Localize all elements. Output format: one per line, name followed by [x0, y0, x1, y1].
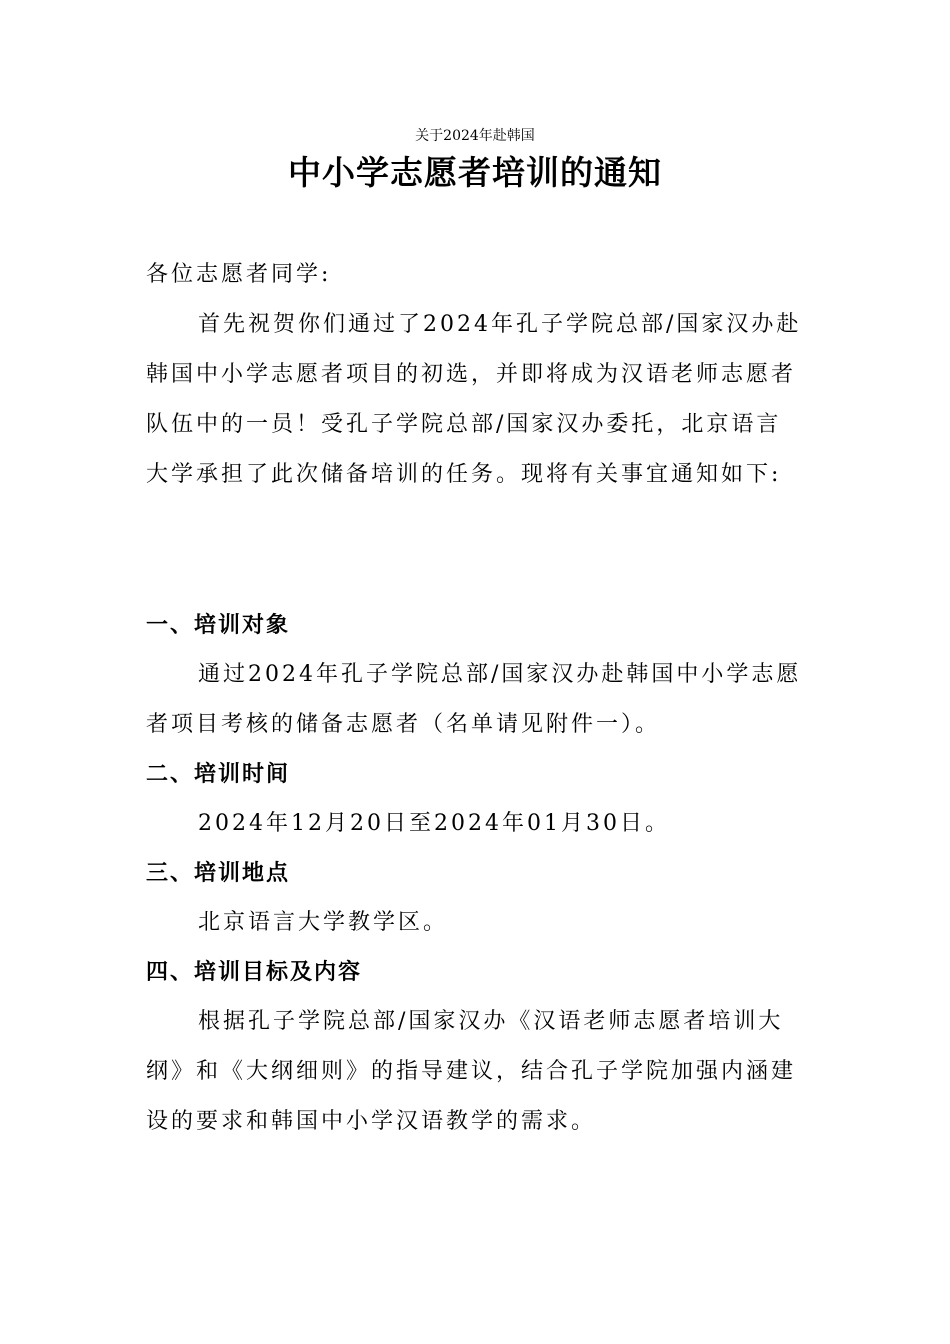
- section-heading-goals: 四、培训目标及内容: [146, 959, 363, 985]
- intro-paragraph: 首先祝贺你们通过了2024年孔子学院总部/国家汉办赴韩国中小学志愿者项目的初选，并即将成为汉语老师志愿者队伍中的一员！受孔子学院总部/国家汉办委托，北京语言大学承担了此次储备培训的任务。现将有关事宜通知如下:: [146, 312, 802, 487]
- section-heading-location: 三、培训地点: [146, 860, 291, 886]
- document-subtitle: 关于2024年赴韩国: [415, 128, 535, 144]
- section-heading-target: 一、培训对象: [146, 612, 291, 638]
- section-content-location: 北京语言大学教学区。: [198, 910, 449, 935]
- section-content-target: 通过2024年孔子学院总部/国家汉办赴韩国中小学志愿者项目考核的储备志愿者（名单请见附件一）。: [146, 662, 802, 737]
- section-heading-time: 二、培训时间: [146, 761, 291, 787]
- greeting: 各位志愿者同学:: [146, 262, 332, 287]
- section-content-time: 2024年12月20日至2024年01月30日。: [198, 811, 670, 836]
- section-content-goals: 根据孔子学院总部/国家汉办《汉语老师志愿者培训大纲》和《大纲细则》的指导建议，结合孔子学院加强内涵建设的要求和韩国中小学汉语教学的需求。: [146, 1009, 797, 1134]
- document-title: 中小学志愿者培训的通知: [288, 153, 662, 192]
